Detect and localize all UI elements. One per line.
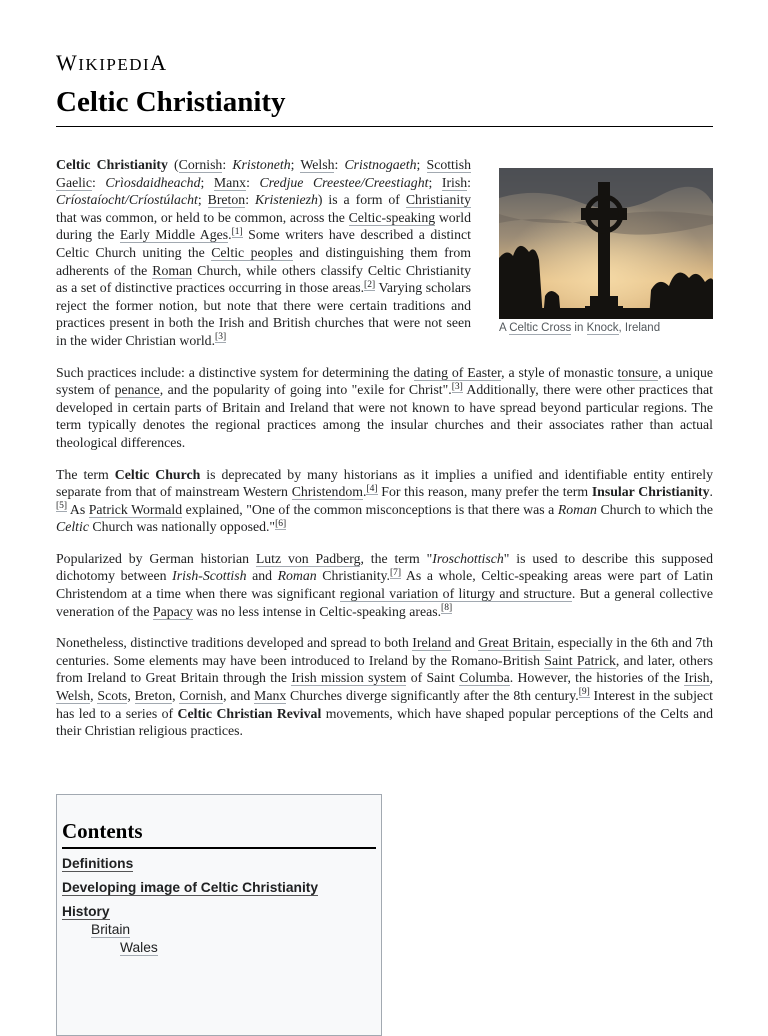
roman-link[interactable]: Roman xyxy=(152,262,193,278)
celtic-speaking-link[interactable]: Celtic-speaking xyxy=(348,209,436,225)
scottish-gaelic-link[interactable]: Scottish Gaelic xyxy=(56,157,471,190)
toc-item-wales[interactable]: Wales xyxy=(120,940,158,955)
dating-of-easter-link[interactable]: dating of Easter xyxy=(413,364,502,380)
welsh-link[interactable]: Welsh xyxy=(300,157,335,172)
celtic-peoples-link[interactable]: Celtic peoples xyxy=(211,244,293,260)
citation-7[interactable]: [7] xyxy=(390,567,402,578)
toc-item-developing-image[interactable]: Developing image of Celtic Christianity xyxy=(62,880,319,895)
table-of-contents xyxy=(56,794,382,1036)
terminology-paragraph: The term Celtic Church is deprecated by many historians as it implies a unified and identifiable entity entirely separate from that of mainstream Western Christendom.[4] For this reason, many prefer the term Insular Christianity.[5] As Patrick Wormald explained, "One of the common misconceptions is that there was a Roman Church to which the Celtic Church was nationally opposed."[6] xyxy=(56,466,713,535)
great-britain-link[interactable]: Great Britain xyxy=(478,635,551,651)
irish-link[interactable]: Irish xyxy=(441,174,468,190)
toc-divider xyxy=(62,847,376,849)
irish-mission-link[interactable]: Irish mission system xyxy=(291,670,407,686)
papacy-link[interactable]: Papacy xyxy=(152,603,193,619)
wikipedia-wordmark[interactable]: WIKIPEDIA xyxy=(56,50,168,75)
practices-paragraph: Such practices include: a distinctive system for determining the dating of Easter, a style of monastic tonsure, a unique system of penance, and the popularity of going into "exile for Christ".[3] Additionally, there were other practices that developed in certain parts of Britain and Ireland that were not known to have spread beyond particular regions. The term typically denotes the regional practices among the insular churches and their associates rather than actual theological differences. xyxy=(56,364,713,450)
celtic-cross-photo[interactable] xyxy=(499,168,713,319)
manx-church-link[interactable]: Manx xyxy=(254,688,287,704)
manx-link[interactable]: Manx xyxy=(213,174,247,190)
christendom-link[interactable]: Christendom xyxy=(291,484,363,500)
citation-9[interactable]: [9] xyxy=(578,687,590,698)
citation-1[interactable]: [1] xyxy=(231,226,243,237)
christianity-link[interactable]: Christianity xyxy=(405,192,471,208)
celtic-cross-link[interactable]: Celtic Cross xyxy=(509,322,572,334)
citation-8[interactable]: [8] xyxy=(441,603,453,614)
toc-item-definitions[interactable]: Definitions xyxy=(62,856,134,871)
article-body xyxy=(56,156,713,754)
thumbnail-figure xyxy=(499,168,713,336)
early-middle-ages-link[interactable]: Early Middle Ages xyxy=(119,227,229,243)
citation-6[interactable]: [6] xyxy=(275,518,287,529)
penance-link[interactable]: penance xyxy=(114,382,160,398)
scots-link[interactable]: Scots xyxy=(97,688,128,704)
toc-item-history[interactable]: History xyxy=(62,904,110,919)
knock-link[interactable]: Knock xyxy=(586,322,619,334)
cornish-church-link[interactable]: Cornish xyxy=(179,688,224,704)
patrick-wormald-link[interactable]: Patrick Wormald xyxy=(88,501,183,517)
toc-title: Contents xyxy=(62,819,143,843)
iroschottisch-paragraph: Popularized by German historian Lutz von Padberg, the term "Iroschottisch" is used to describe this supposed dichotomy between Irish-Scottish and Roman Christianity.[7] As a whole, Celtic-speaking areas were part of Latin Christendom at a time when there was significant regional variation of liturgy and structure. But a general collective veneration of the Papacy was no less intense in Celtic-speaking areas.[8] xyxy=(56,550,713,619)
saint-patrick-link[interactable]: Saint Patrick xyxy=(544,652,616,668)
citation-3[interactable]: [3] xyxy=(451,381,463,392)
title-divider xyxy=(56,126,713,127)
columba-link[interactable]: Columba xyxy=(459,670,510,686)
lutz-von-padberg-link[interactable]: Lutz von Padberg xyxy=(255,550,361,566)
welsh-church-link[interactable]: Welsh xyxy=(56,688,91,704)
intro-paragraph: Celtic Christianity (Cornish: Kristoneth; Welsh: Cristnogaeth; Scottish Gaelic: Crìosdaidheachd; Manx: Credjue Creestee/Creestiaght; Irish: Críostaíocht/Críostúlacht; Breton: Kristeniezh) is a form of Christianity that was common, or held to be common, across the Celtic-speaking world during the Early Middle Ages.[1] Some writers have described a distinct Celtic Church uniting the Celtic peoples and distinguishing them from adherents of the Roman Church, while others classify Celtic Christianity as a set of distinctive practices occurring in those areas.[2] Varying scholars reject the former notion, but note that there were certain traditions and practices present in both the Irish and British churches that were not seen in the wider Christian world.[3] xyxy=(56,157,472,348)
cornish-link[interactable]: Cornish xyxy=(178,157,223,172)
citation-2[interactable]: [2] xyxy=(364,279,376,290)
tonsure-link[interactable]: tonsure xyxy=(617,364,659,380)
irish-church-link[interactable]: Irish xyxy=(684,670,710,686)
page-title: Celtic Christianity xyxy=(56,86,286,118)
toc-list xyxy=(62,855,318,957)
toc-item-britain[interactable]: Britain xyxy=(91,922,131,937)
breton-church-link[interactable]: Breton xyxy=(134,688,173,704)
breton-link[interactable]: Breton xyxy=(207,192,246,208)
figure-caption: A Celtic Cross in Knock, Ireland xyxy=(499,322,661,334)
traditions-paragraph: Nonetheless, distinctive traditions developed and spread to both Ireland and Great Britain, especially in the 6th and 7th centuries. Some elements may have been introduced to Ireland by the Romano-British Saint Patrick, and later, others from Ireland to Great Britain through the Irish mission system of Saint Columba. However, the histories of the Irish, Welsh, Scots, Breton, Cornish, and Manx Churches diverge significantly after the 8th century.[9] Interest in the subject has led to a series of Celtic Christian Revival movements, which have shaped popular perceptions of the Celts and their Christian religious practices. xyxy=(56,635,714,739)
citation-4[interactable]: [4] xyxy=(366,483,378,494)
regional-variation-link[interactable]: regional variation of liturgy and structure xyxy=(339,586,572,602)
citation-3[interactable]: [3] xyxy=(215,332,227,343)
ireland-link[interactable]: Ireland xyxy=(412,635,452,651)
citation-5[interactable]: [5] xyxy=(56,501,68,512)
